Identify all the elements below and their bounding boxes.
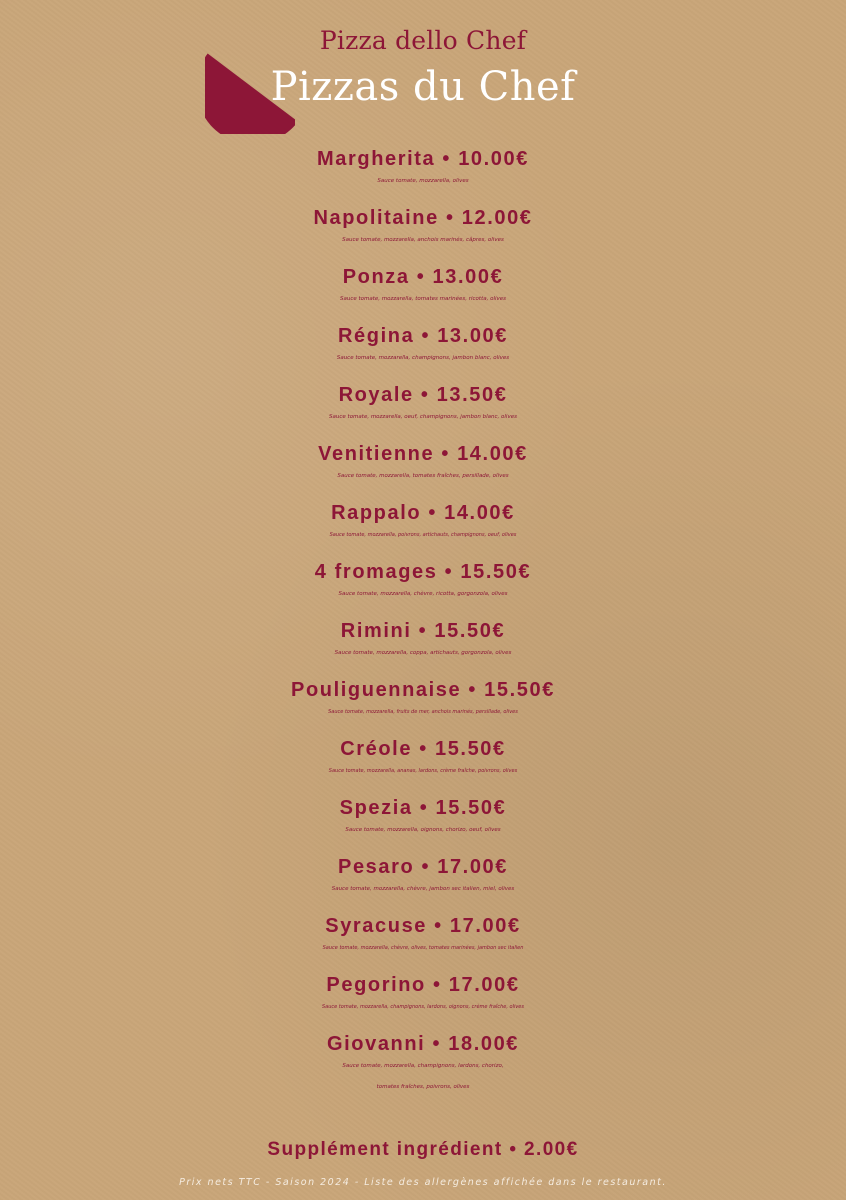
menu-item (0, 678, 846, 723)
item-description: Sauce tomate, mozzarella, champignons, jambon blanc, olives (336, 355, 510, 361)
supplement-price: Supplément ingrédient • 2.00€ (267, 1139, 579, 1160)
item-name: Rappalo • 14.00€ (331, 502, 515, 524)
item-description: Sauce tomate, mozzarella, chèvre, jambon sec italien, miel, olives (331, 886, 515, 892)
menu-item (0, 1032, 846, 1098)
item-name: Ponza • 13.00€ (342, 266, 504, 288)
menu-item (0, 560, 846, 605)
menu-item (0, 383, 846, 428)
item-name: Giovanni • 18.00€ (326, 1033, 520, 1055)
item-name: Régina • 13.00€ (338, 325, 508, 347)
item-description: Sauce tomate, mozzarella, ananas, lardons, crème fraîche, poivrons, olives (328, 768, 518, 774)
item-name: 4 fromages • 15.50€ (314, 561, 532, 583)
item-name: Pesaro • 17.00€ (338, 856, 508, 878)
pizza-list (0, 147, 846, 1112)
item-name: Syracuse • 17.00€ (325, 915, 521, 937)
item-description-continued: tomates fraîches, poivrons, olives (376, 1084, 470, 1090)
menu-item (0, 442, 846, 487)
item-description: Sauce tomate, mozzarella, oignons, chorizo, oeuf, olives (345, 827, 501, 833)
menu-item (0, 147, 846, 192)
item-name: Napolitaine • 12.00€ (313, 207, 533, 229)
menu-item (0, 501, 846, 546)
item-name: Pegorino • 17.00€ (326, 974, 520, 996)
item-name: Rimini • 15.50€ (340, 620, 506, 642)
menu-item (0, 206, 846, 251)
item-name: Margherita • 10.00€ (317, 148, 529, 170)
item-description: Sauce tomate, mozzarella, olives (377, 178, 469, 184)
item-description: Sauce tomate, mozzarella, oeuf, champignons, jambon blanc, olives (329, 414, 517, 420)
item-name: Venitienne • 14.00€ (318, 443, 528, 465)
item-description: Sauce tomate, mozzarella, chèvre, olives, tomates marinées, jambon sec italien (322, 945, 524, 951)
menu-header (0, 0, 846, 140)
menu-item (0, 914, 846, 959)
item-description: Sauce tomate, mozzarella, champignons, lardons, oignons, crème fraîche, olives (322, 1004, 524, 1010)
item-description: Sauce tomate, mozzarella, champignons, lardons, chorizo, (342, 1063, 504, 1069)
item-name: Spezia • 15.50€ (339, 797, 507, 819)
menu-item (0, 737, 846, 782)
item-description: Sauce tomate, mozzarella, tomates fraîches, persillade, olives (337, 473, 509, 479)
menu-subtitle: Pizza dello Chef (319, 26, 527, 55)
menu-title: Pizzas du Chef (270, 64, 576, 110)
menu-item (0, 796, 846, 841)
item-name: Pouliguennaise • 15.50€ (291, 679, 555, 701)
menu-item (0, 324, 846, 369)
item-description: Sauce tomate, mozzarella, fruits de mer, anchois marinés, persillade, olives (328, 709, 518, 715)
item-description: Sauce tomate, mozzarella, chèvre, ricotta, gorgonzola, olives (338, 591, 508, 597)
item-description: Sauce tomate, mozzarella, tomates marinées, ricotta, olives (339, 296, 507, 302)
item-description: Sauce tomate, mozzarella, anchois marinés, câpres, olives (342, 237, 504, 243)
menu-item (0, 973, 846, 1018)
item-description: Sauce tomate, mozzarella, coppa, artichauts, gorgonzola, olives (334, 650, 512, 656)
item-description: Sauce tomate, mozzarella, poivrons, artichauts, champignons, oeuf, olives (329, 532, 517, 538)
menu-item (0, 855, 846, 900)
menu-item (0, 619, 846, 664)
item-name: Royale • 13.50€ (338, 384, 508, 406)
item-name: Créole • 15.50€ (340, 738, 506, 760)
menu-item (0, 265, 846, 310)
footer-note: Prix nets TTC - Saison 2024 - Liste des allergènes affichée dans le restaurant. (179, 1177, 667, 1188)
